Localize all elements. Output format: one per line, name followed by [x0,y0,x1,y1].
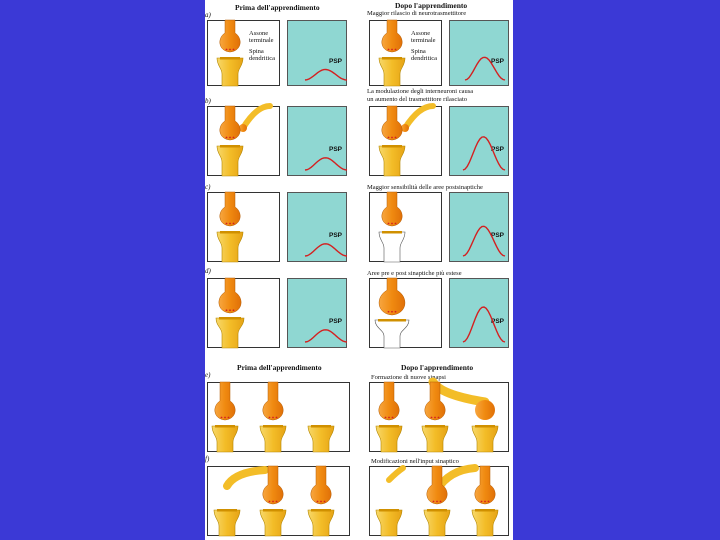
postsynaptic-spine [217,58,243,86]
vesicle [436,501,438,503]
vesicle [434,417,436,419]
vesicle [317,501,319,503]
vesicle [233,137,235,139]
postsynaptic-spine [472,426,498,452]
vesicle [229,309,231,311]
header-before-bottom: Prima dell'apprendimento [237,363,322,372]
label-spine-2: dendritica [249,55,275,62]
postsynaptic-density [219,317,241,320]
postsynaptic-spine [308,510,334,536]
vesicle [391,49,393,51]
psp-curve-a-before [305,70,347,81]
vesicle [272,417,274,419]
vesicle [229,223,231,225]
psp-label: PSP [491,58,505,65]
caption-f: Modificazioni nell'input sinaptico [371,458,459,465]
postsynaptic-spine [216,318,244,348]
presynaptic-terminal [311,466,331,504]
label-axon-2: terminale [411,37,436,44]
vesicle [276,501,278,503]
vesicle [395,137,397,139]
vesicle [226,309,228,311]
vesicle [233,223,235,225]
psp-curve-d-after [463,307,505,342]
row-letter-c: c) [205,183,211,191]
psp-curve-a-after [465,57,505,80]
vesicle [233,309,235,311]
postsynaptic-density [427,509,447,512]
presynaptic-terminal [220,106,240,140]
psp-label: PSP [491,318,505,325]
label-spine: Spina [411,48,426,55]
postsynaptic-spine [424,510,450,536]
psp-curve-c-before [305,244,347,256]
vesicle [395,49,397,51]
caption-c: Maggior sensibilità delle aree postsinaptiche [367,184,483,191]
vesicle [395,311,397,313]
psp-label: PSP [329,58,343,65]
presynaptic-terminal [219,278,241,313]
presynaptic-terminal [382,192,402,226]
presynaptic-terminal [379,278,405,315]
postsynaptic-density [379,425,399,428]
postsynaptic-density [215,425,235,428]
label-spine: Spina [249,48,264,55]
postsynaptic-spine [379,146,405,176]
psp-label: PSP [329,146,343,153]
psp-label: PSP [329,318,343,325]
presynaptic-terminal [220,192,240,226]
synapse-illustrations [205,0,513,540]
vesicle [324,501,326,503]
retracted-axon [389,468,403,480]
axon-branch [227,470,265,486]
vesicle [226,49,228,51]
vesicle [391,137,393,139]
psp-curve-c-after [463,226,505,256]
row-letter-b: b) [205,97,211,105]
postsynaptic-spine [379,232,405,262]
vesicle [388,137,390,139]
vesicle [224,417,226,419]
postsynaptic-density [382,145,402,148]
postsynaptic-density [379,509,399,512]
postsynaptic-density [475,509,495,512]
caption-b-line2: un aumento del trasmettitore rilasciato [367,96,467,103]
vesicle [276,417,278,419]
postsynaptic-spine [217,232,243,262]
caption-b-line1: La modulazione degli interneuroni causa [367,88,474,95]
postsynaptic-spine [308,426,334,452]
vesicle [440,501,442,503]
postsynaptic-density [220,231,240,234]
postsynaptic-density [378,319,406,322]
postsynaptic-spine [472,510,498,536]
vesicle [226,137,228,139]
postsynaptic-density [382,57,402,60]
postsynaptic-spine [376,510,402,536]
new-presynaptic-terminal [475,400,495,420]
postsynaptic-density [382,231,402,234]
postsynaptic-spine [217,146,243,176]
postsynaptic-spine [422,426,448,452]
label-axon-2: terminale [249,37,274,44]
psp-label: PSP [329,232,343,239]
postsynaptic-spine [376,426,402,452]
vesicle [320,501,322,503]
vesicle [388,223,390,225]
vesicle [388,49,390,51]
vesicle [272,501,274,503]
vesicle [438,417,440,419]
postsynaptic-spine [260,510,286,536]
vesicle [221,417,223,419]
psp-curve-b-before [305,158,347,170]
postsynaptic-density [263,425,283,428]
vesicle [385,417,387,419]
vesicle [391,311,393,313]
label-axon: Assone [411,30,431,37]
presynaptic-terminal [382,20,402,52]
new-axon-branch [433,382,485,402]
postsynaptic-spine [212,426,238,452]
presynaptic-terminal [382,106,402,140]
vesicle [229,137,231,139]
presynaptic-terminal [475,466,495,504]
psp-curve-d-before [305,330,347,342]
caption-d: Aree pre e post sinaptiche più estese [367,270,462,277]
postsynaptic-spine [214,510,240,536]
vesicle [226,223,228,225]
presynaptic-terminal [215,382,235,420]
header-before-top: Prima dell'apprendimento [235,3,320,12]
row-letter-d: d) [205,267,211,275]
vesicle [269,417,271,419]
vesicle [481,501,483,503]
psp-curve-b-after [463,137,505,170]
vesicle [431,417,433,419]
header-after-top: Dopo l'apprendimento [395,1,468,10]
header-after-bottom: Dopo l'apprendimento [401,363,474,372]
vesicle [269,501,271,503]
psp-label: PSP [491,146,505,153]
row-letter-a: a) [205,11,211,19]
interneuron-axon [405,106,433,128]
vesicle [484,501,486,503]
vesicle [392,417,394,419]
row-letter-e: e) [205,371,211,379]
vesicle [433,501,435,503]
postsynaptic-density [425,425,445,428]
postsynaptic-density [220,145,240,148]
psp-label: PSP [491,232,505,239]
vesicle [388,417,390,419]
postsynaptic-spine [375,320,409,348]
label-spine-2: dendritica [411,55,437,62]
caption-e: Formazione di nuove sinapsi [371,374,446,381]
presynaptic-terminal [220,20,240,52]
postsynaptic-spine [379,58,405,86]
vesicle [233,49,235,51]
vesicle [488,501,490,503]
postsynaptic-density [311,425,331,428]
vesicle [391,223,393,225]
postsynaptic-spine [260,426,286,452]
postsynaptic-density [263,509,283,512]
presynaptic-terminal [379,382,399,420]
postsynaptic-density [311,509,331,512]
figure-panel [205,0,513,540]
label-axon: Assone [249,30,269,37]
vesicle [395,223,397,225]
postsynaptic-density [220,57,240,60]
caption-a: Maggior rilascio di neurotrasmettitore [367,10,467,17]
vesicle [228,417,230,419]
row-letter-f: f) [205,455,210,463]
interneuron-axon [243,106,270,128]
postsynaptic-density [217,509,237,512]
presynaptic-terminal [263,382,283,420]
vesicle [229,49,231,51]
vesicle [388,311,390,313]
postsynaptic-density [475,425,495,428]
